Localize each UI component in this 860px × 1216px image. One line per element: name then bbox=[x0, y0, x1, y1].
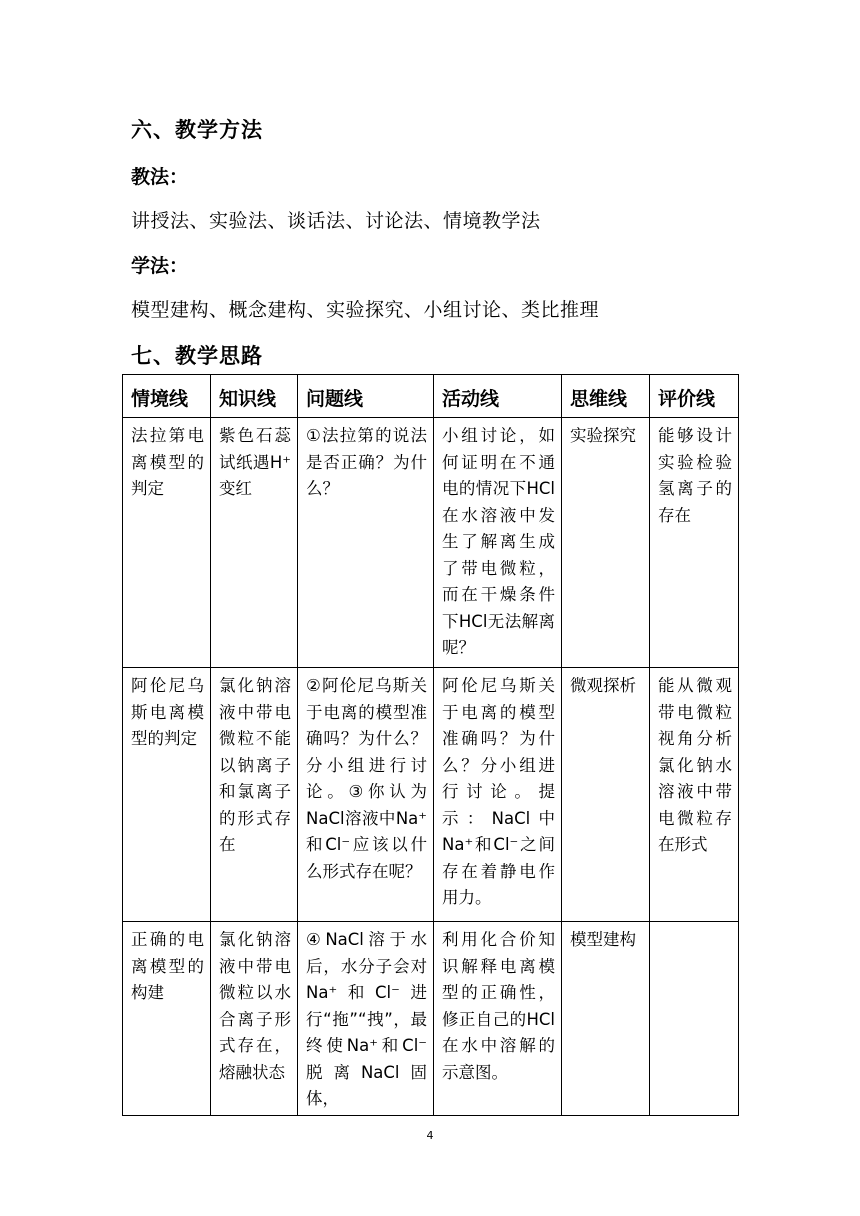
table-cell: ④NaCl溶于水后，水分子会对Na⁺和Cl⁻进行“拖”“拽”，最终使Na⁺和Cl⁻脱离NaCl固体， bbox=[298, 922, 434, 1116]
header-cell: 问题线 bbox=[298, 375, 434, 418]
table-cell: 小组讨论，如何证明在不通电的情况下HCl在水溶液中发生了解离生成了带电微粒，而在干燥条件下HCl无法解离呢？ bbox=[434, 418, 562, 668]
table-cell: 正确的电离模型的构建 bbox=[123, 922, 211, 1116]
section-6-heading: 六、教学方法 bbox=[131, 118, 263, 142]
table-cell bbox=[650, 922, 739, 1116]
table-header-row bbox=[123, 375, 739, 418]
header-cell: 评价线 bbox=[650, 375, 739, 418]
page-number: 4 bbox=[426, 1129, 434, 1142]
table-cell: 能够设计实验检验氢离子的存在 bbox=[650, 418, 739, 668]
learning-methods-text: 模型建构、概念建构、实验探究、小组讨论、类比推理 bbox=[131, 299, 600, 321]
learning-method-label: 学法： bbox=[131, 255, 189, 277]
table-cell: 氯化钠溶液中带电微粒不能以钠离子和氯离子的形式存在 bbox=[211, 668, 298, 922]
table-cell: ②阿伦尼乌斯关于电离的模型准确吗？为什么？分小组进行讨论。③你认为NaCl溶液中Na⁺和Cl⁻应该以什么形式存在呢？ bbox=[298, 668, 434, 922]
table-cell: 实验探究 bbox=[562, 418, 650, 668]
table-cell: 阿伦尼乌斯关于电离的模型准确吗？为什么？分小组进行讨论。提示：NaCl中Na⁺和Cl⁻之间存在着静电作用力。 bbox=[434, 668, 562, 922]
table-cell: ①法拉第的说法是否正确？为什么？ bbox=[298, 418, 434, 668]
table-cell: 微观探析 bbox=[562, 668, 650, 922]
header-cell: 思维线 bbox=[562, 375, 650, 418]
table-cell: 能从微观带电微粒视角分析氯化钠水溶液中带电微粒存在形式 bbox=[650, 668, 739, 922]
table-cell: 利用化合价知识解释电离模型的正确性，修正自己的HCl在水中溶解的示意图。 bbox=[434, 922, 562, 1116]
header-cell: 活动线 bbox=[434, 375, 562, 418]
teaching-methods-text: 讲授法、实验法、谈话法、讨论法、情境教学法 bbox=[131, 210, 541, 232]
table-cell: 紫色石蕊试纸遇H⁺变红 bbox=[211, 418, 298, 668]
table-row bbox=[123, 668, 739, 922]
header-cell: 情境线 bbox=[123, 375, 211, 418]
table-row bbox=[123, 922, 739, 1116]
table-cell: 法拉第电离模型的判定 bbox=[123, 418, 211, 668]
header-cell: 知识线 bbox=[211, 375, 298, 418]
table-cell: 氯化钠溶液中带电微粒以水合离子形式存在，熔融状态 bbox=[211, 922, 298, 1116]
table-row bbox=[123, 418, 739, 668]
teaching-plan-table bbox=[122, 374, 739, 1116]
section-7-heading: 七、教学思路 bbox=[131, 344, 263, 368]
table-cell: 阿伦尼乌斯电离模型的判定 bbox=[123, 668, 211, 922]
teaching-method-label: 教法： bbox=[131, 166, 189, 188]
table-cell: 模型建构 bbox=[562, 922, 650, 1116]
